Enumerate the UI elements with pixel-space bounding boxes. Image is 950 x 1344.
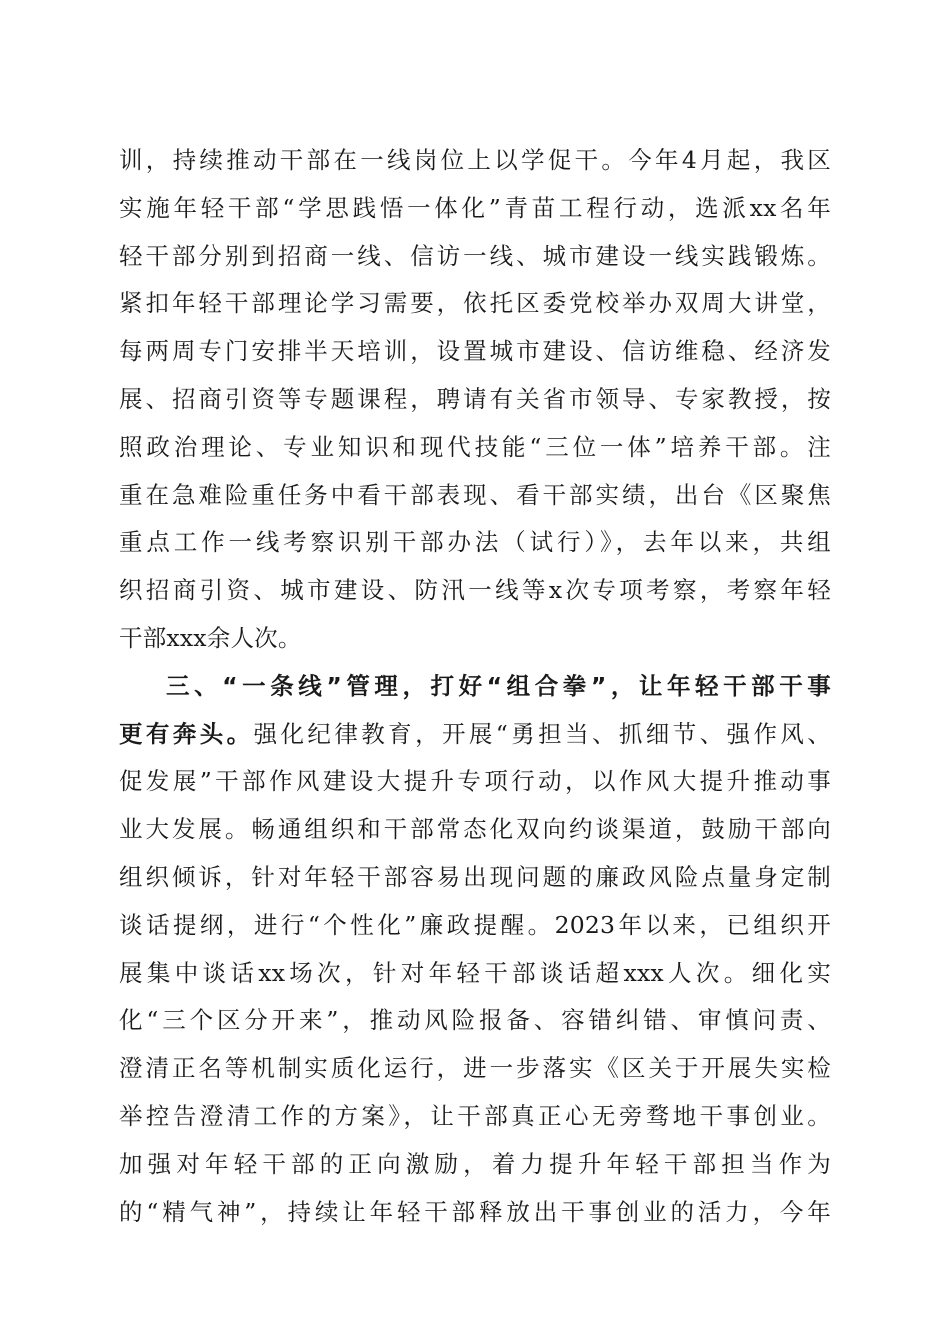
- paragraph-1: [119, 137, 831, 663]
- text-line: 干部xxx余人次。: [119, 623, 302, 652]
- text-line: 组织倾诉，针对年轻干部容易出现问题的廉政风险点量身定制: [119, 862, 831, 891]
- section-heading: 三、“一条线”管理，打好“组合拳”，让年轻干部干事: [166, 671, 831, 700]
- text-line: 训，持续推动干部在一线岗位上以学促干。今年4月起，我区: [119, 146, 831, 174]
- text-line: 促发展”干部作风建设大提升专项行动，以作风大提升推动事: [119, 767, 831, 796]
- text-line: 实施年轻干部“学思践悟一体化”青苗工程行动，选派xx名年: [119, 193, 831, 222]
- text-line: 举控告澄清工作的方案》，让干部真正心无旁骛地干事创业。: [119, 1101, 831, 1130]
- text-line: 加强对年轻干部的正向激励，着力提升年轻干部担当作为: [119, 1149, 831, 1178]
- paragraph-2: [119, 663, 831, 1237]
- text-line: 重点工作一线考察识别干部办法（试行）》，去年以来，共组: [119, 528, 831, 557]
- text-line-rest: 强化纪律教育，开展“勇担当、抓细节、强作风、: [253, 719, 831, 748]
- text-line: 轻干部分别到招商一线、信访一线、城市建设一线实践锻炼。: [119, 241, 831, 270]
- document-body: [119, 137, 831, 1236]
- text-line: 展、招商引资等专题课程，聘请有关省市领导、专家教授，按: [119, 384, 831, 413]
- text-line: 化“三个区分开来”，推动风险报备、容错纠错、审慎问责、: [119, 1006, 831, 1035]
- text-line: 业大发展。畅通组织和干部常态化双向约谈渠道，鼓励干部向: [119, 815, 831, 844]
- text-line: 的“精气神”，持续让年轻干部释放出干事创业的活力，今年: [119, 1197, 831, 1226]
- text-line: 紧扣年轻干部理论学习需要，依托区委党校举办双周大讲堂，: [119, 289, 831, 318]
- text-line: 谈话提纲，进行“个性化”廉政提醒。2023年以来，已组织开: [119, 910, 831, 939]
- text-line: 展集中谈话xx场次，针对年轻干部谈话超xxx人次。细化实: [119, 958, 831, 987]
- text-line: [119, 711, 831, 759]
- section-heading-end: 更有奔头。: [119, 719, 254, 748]
- text-line: 澄清正名等机制实质化运行，进一步落实《区关于开展失实检: [119, 1054, 831, 1083]
- text-line: 每两周专门安排半天培训，设置城市建设、信访维稳、经济发: [119, 337, 831, 366]
- text-line: 重在急难险重任务中看干部表现、看干部实绩，出台《区聚焦: [119, 480, 831, 509]
- text-line: 照政治理论、专业知识和现代技能“三位一体”培养干部。注: [119, 432, 831, 461]
- text-line: 织招商引资、城市建设、防汛一线等x次专项考察，考察年轻: [119, 576, 831, 605]
